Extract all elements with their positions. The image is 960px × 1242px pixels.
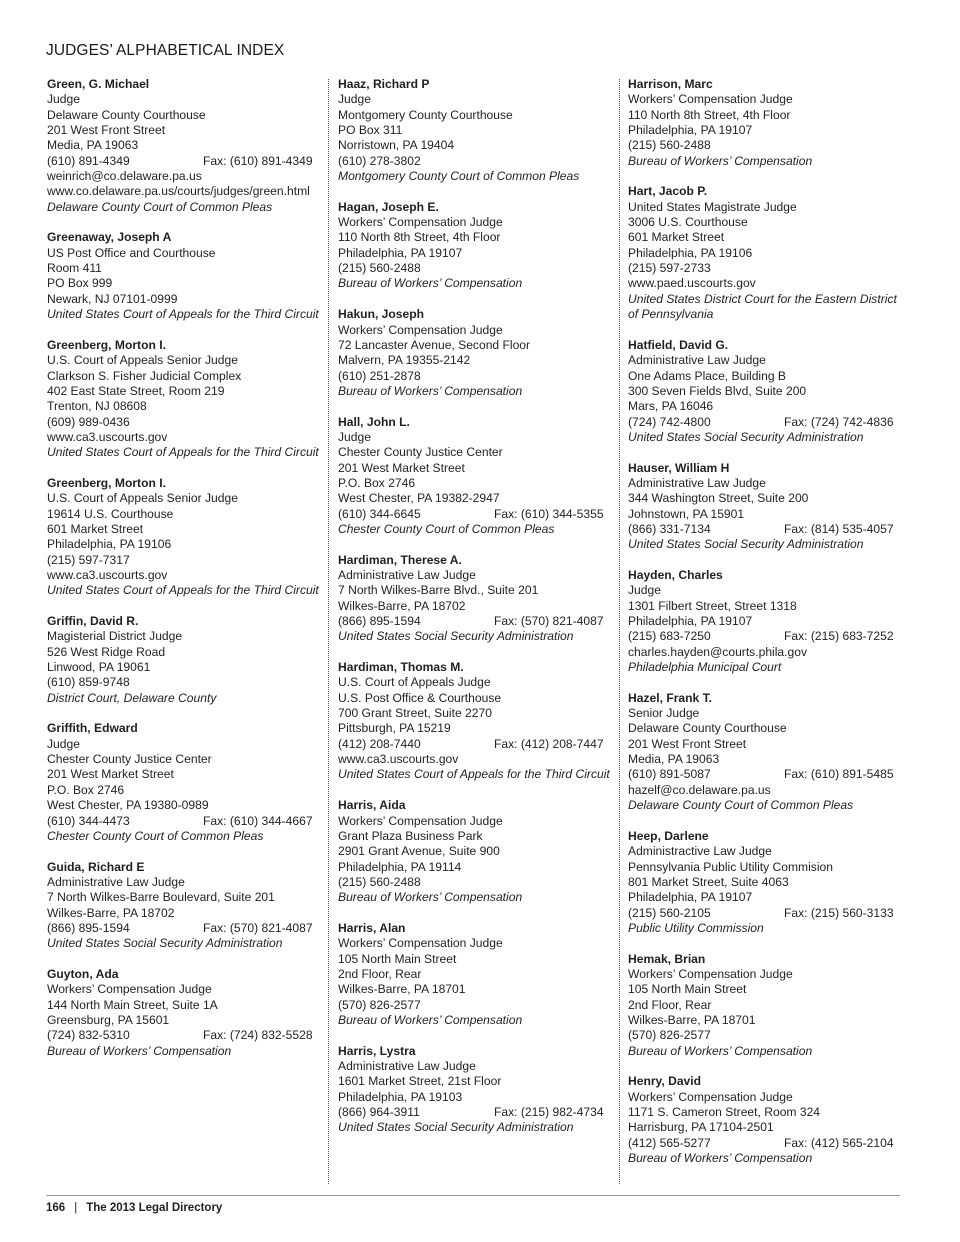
phone-number: (215) 597-2733 <box>628 261 711 276</box>
address-line: Philadelphia, PA 19106 <box>47 537 172 552</box>
court-name: Bureau of Workers’ Compensation <box>338 383 523 398</box>
phone-line <box>628 1028 900 1043</box>
footer-rule <box>46 1195 900 1196</box>
address-line: West Chester, PA 19382-2947 <box>338 491 500 506</box>
address-line: Administrative Law Judge <box>338 1059 476 1073</box>
judge-entry <box>338 660 610 783</box>
phone-line <box>47 553 319 568</box>
address-line: Newark, NJ 07101-0999 <box>47 291 178 306</box>
address-line: 601 Market Street <box>47 521 144 536</box>
judge-entry <box>628 568 900 675</box>
phone-line <box>47 1028 319 1043</box>
address-line: Media, PA 19063 <box>47 138 139 153</box>
court-name: Chester County Court of Common Pleas <box>338 521 555 536</box>
phone-number: (610) 859-9748 <box>47 675 130 690</box>
phone-number: (866) 331-7134 <box>628 521 711 536</box>
address-line: Clarkson S. Fisher Judicial Complex <box>47 368 242 383</box>
address-line: U.S. Court of Appeals Senior Judge <box>47 353 238 368</box>
court-name: Bureau of Workers’ Compensation <box>628 1043 813 1058</box>
judge-entry <box>47 614 319 706</box>
judge-entry <box>338 921 610 1028</box>
phone-line <box>628 906 900 921</box>
phone-number: (215) 560-2488 <box>628 138 711 153</box>
judge-name: Harris, Alan <box>338 920 406 935</box>
judge-entry <box>628 952 900 1059</box>
fax-number: Fax: (610) 344-5355 <box>494 506 604 521</box>
address-line: Administractive Law Judge <box>628 844 772 859</box>
address-line: Malvern, PA 19355-2142 <box>338 353 471 368</box>
address-line: 110 North 8th Street, 4th Floor <box>628 107 791 122</box>
phone-line <box>338 875 610 890</box>
judge-name: Harris, Lystra <box>338 1043 416 1058</box>
phone-number: (215) 560-2488 <box>338 261 421 276</box>
judge-name: Griffin, David R. <box>47 614 139 629</box>
phone-line <box>47 921 319 936</box>
phone-number: (610) 891-5087 <box>628 767 711 782</box>
court-name: Bureau of Workers’ Compensation <box>628 153 813 168</box>
address-line: Delaware County Courthouse <box>47 107 206 122</box>
address-line: 201 West Market Street <box>47 767 174 782</box>
publication-title: The 2013 Legal Directory <box>86 1202 223 1214</box>
address-line: Judge <box>47 92 80 107</box>
address-line: Philadelphia, PA 19107 <box>628 123 753 138</box>
address-line: Mars, PA 16046 <box>628 399 714 414</box>
page-title: JUDGES’ ALPHABETICAL INDEX <box>46 42 285 59</box>
phone-line <box>338 614 610 629</box>
judge-name: Hardiman, Therese A. <box>338 552 462 567</box>
judge-name: Hazel, Frank T. <box>628 690 713 705</box>
judge-name: Harris, Aida <box>338 798 406 813</box>
fax-number: Fax: (814) 535-4057 <box>784 521 894 536</box>
judge-name: Heep, Darlene <box>628 828 709 843</box>
address-line: 700 Grant Street, Suite 2270 <box>338 706 492 721</box>
directory-columns <box>0 77 960 1187</box>
judge-entry <box>628 184 900 322</box>
address-line: 201 West Front Street <box>628 736 747 751</box>
judge-name: Haaz, Richard P <box>338 77 430 91</box>
address-line: 201 West Market Street <box>338 460 465 475</box>
address-line: Workers’ Compensation Judge <box>628 1089 793 1104</box>
court-name: Bureau of Workers’ Compensation <box>47 1043 232 1058</box>
judge-name: Greenberg, Morton I. <box>47 337 166 352</box>
phone-number: (724) 742-4800 <box>628 414 711 429</box>
address-line: Room 411 <box>47 261 102 276</box>
address-line: Pittsburgh, PA 15219 <box>338 721 451 736</box>
judge-entry <box>47 77 319 215</box>
judge-entry <box>47 230 319 322</box>
fax-number: Fax: (215) 982-4734 <box>494 1105 604 1120</box>
fax-number: Fax: (610) 891-5485 <box>784 767 894 782</box>
address-line: PO Box 999 <box>47 276 113 291</box>
address-line: 801 Market Street, Suite 4063 <box>628 874 789 889</box>
judge-entry <box>338 200 610 292</box>
address-line: West Chester, PA 19380-0989 <box>47 798 209 813</box>
address-line: 1601 Market Street, 21st Floor <box>338 1074 502 1089</box>
judge-entry <box>338 553 610 645</box>
address-line: Administrative Law Judge <box>628 353 766 368</box>
address-line: P.O. Box 2746 <box>338 475 416 490</box>
address-line: One Adams Place, Building B <box>628 368 786 383</box>
phone-line <box>628 767 900 782</box>
court-name: Delaware County Court of Common Pleas <box>628 798 854 813</box>
judge-name: Hemak, Brian <box>628 951 706 966</box>
address-line: United States Magistrate Judge <box>628 199 797 214</box>
address-line: Judge <box>47 736 80 751</box>
court-name: United States Social Security Administration <box>338 629 574 644</box>
court-name: United States Court of Appeals for the Third Circuit <box>47 307 319 322</box>
judge-name: Hakun, Joseph <box>338 307 425 322</box>
judge-entry <box>47 860 319 952</box>
phone-line <box>47 154 319 169</box>
phone-line <box>338 737 610 752</box>
address-line: Montgomery County Courthouse <box>338 107 513 122</box>
address-line: Philadelphia, PA 19107 <box>628 614 753 629</box>
address-line: 7 North Wilkes-Barre Blvd., Suite 201 <box>338 583 539 598</box>
address-line: Philadelphia, PA 19114 <box>338 859 462 874</box>
contact-line: weinrich@co.delaware.pa.us <box>47 169 202 184</box>
phone-line <box>47 814 319 829</box>
phone-line <box>338 507 610 522</box>
phone-number: (609) 989-0436 <box>47 414 130 429</box>
address-line: 2nd Floor, Rear <box>628 997 712 1012</box>
address-line: Judge <box>338 429 371 444</box>
court-name: United States Court of Appeals for the Third Circuit <box>47 583 319 598</box>
court-name: Bureau of Workers’ Compensation <box>628 1151 813 1166</box>
phone-number: (724) 832-5310 <box>47 1028 130 1043</box>
judge-name: Hayden, Charles <box>628 568 723 582</box>
phone-number: (610) 251-2878 <box>338 368 421 383</box>
directory-column-2 <box>338 77 610 1151</box>
judge-name: Hall, John L. <box>338 414 410 429</box>
court-name: Bureau of Workers’ Compensation <box>338 276 523 291</box>
phone-number: (215) 560-2105 <box>628 905 711 920</box>
phone-number: (570) 826-2577 <box>338 997 421 1012</box>
fax-number: Fax: (570) 821-4087 <box>494 614 604 629</box>
fax-number: Fax: (570) 821-4087 <box>203 920 313 935</box>
address-line: 300 Seven Fields Blvd, Suite 200 <box>628 383 807 398</box>
address-line: 19614 U.S. Courthouse <box>47 506 174 521</box>
address-line: Greensburg, PA 15601 <box>47 1012 170 1027</box>
judge-entry <box>338 77 610 184</box>
phone-number: (610) 891-4349 <box>47 153 130 168</box>
address-line: Workers’ Compensation Judge <box>338 215 503 230</box>
judge-entry <box>47 721 319 844</box>
phone-number: (610) 344-6645 <box>338 506 421 521</box>
address-line: Media, PA 19063 <box>628 752 720 767</box>
judge-entry <box>338 798 610 905</box>
contact-line: www.ca3.uscourts.gov <box>47 429 168 444</box>
court-name: United States Social Security Administration <box>47 936 283 951</box>
address-line: 3006 U.S. Courthouse <box>628 215 748 230</box>
phone-line <box>338 154 610 169</box>
address-line: 144 North Main Street, Suite 1A <box>47 997 218 1012</box>
address-line: Administrative Law Judge <box>628 475 766 490</box>
address-line: 72 Lancaster Avenue, Second Floor <box>338 337 531 352</box>
judge-name: Hatfield, David G. <box>628 337 729 352</box>
fax-number: Fax: (610) 891-4349 <box>203 153 313 168</box>
address-line: P.O. Box 2746 <box>47 782 125 797</box>
address-line: Chester County Justice Center <box>338 445 503 460</box>
fax-number: Fax: (215) 683-7252 <box>784 629 894 644</box>
address-line: Magisterial District Judge <box>47 629 183 644</box>
court-name: District Court, Delaware County <box>47 690 217 705</box>
phone-number: (866) 895-1594 <box>338 614 421 629</box>
address-line: Administrative Law Judge <box>338 568 476 582</box>
contact-line: www.ca3.uscourts.gov <box>47 568 168 582</box>
phone-line <box>628 1136 900 1151</box>
judge-name: Hagan, Joseph E. <box>338 199 439 214</box>
address-line: 110 North 8th Street, 4th Floor <box>338 230 501 245</box>
court-name: Philadelphia Municipal Court <box>628 660 782 675</box>
footer-separator: | <box>74 1202 78 1214</box>
address-line: 105 North Main Street <box>338 951 457 966</box>
address-line: 1301 Filbert Street, Street 1318 <box>628 598 797 613</box>
address-line: U.S. Court of Appeals Senior Judge <box>47 491 238 506</box>
phone-number: (412) 208-7440 <box>338 736 421 751</box>
judge-entry <box>338 307 610 399</box>
fax-number: Fax: (610) 344-4667 <box>203 813 313 828</box>
fax-number: Fax: (724) 832-5528 <box>203 1028 313 1043</box>
address-line: 601 Market Street <box>628 230 725 245</box>
address-line: 105 North Main Street <box>628 982 747 997</box>
contact-line: www.paed.uscourts.gov <box>628 276 756 291</box>
phone-number: (215) 683-7250 <box>628 629 711 644</box>
address-line: U.S. Court of Appeals Judge <box>338 675 491 690</box>
court-name: United States Social Security Administration <box>338 1120 574 1135</box>
phone-line <box>338 369 610 384</box>
phone-line <box>338 261 610 276</box>
address-line: 526 West Ridge Road <box>47 644 166 659</box>
address-line: Philadelphia, PA 19107 <box>628 890 753 905</box>
address-line: Judge <box>628 583 661 598</box>
address-line: US Post Office and Courthouse <box>47 245 216 260</box>
address-line: Philadelphia, PA 19107 <box>338 245 463 260</box>
phone-number: (866) 895-1594 <box>47 920 130 935</box>
judge-name: Guyton, Ada <box>47 966 119 981</box>
judge-entry <box>338 415 610 538</box>
address-line: Johnstown, PA 15901 <box>628 506 745 521</box>
judge-entry <box>628 461 900 553</box>
fax-number: Fax: (724) 742-4836 <box>784 414 894 429</box>
court-name: United States Court of Appeals for the Third Circuit <box>47 445 319 460</box>
directory-column-3 <box>628 77 900 1182</box>
judge-name: Harrison, Marc <box>628 77 713 91</box>
phone-number: (570) 826-2577 <box>628 1028 711 1043</box>
judge-entry <box>628 1074 900 1166</box>
judge-name: Henry, David <box>628 1074 702 1089</box>
judge-name: Greenaway, Joseph A <box>47 230 172 245</box>
address-line: 1171 S. Cameron Street, Room 324 <box>628 1105 821 1120</box>
contact-line: hazelf@co.delaware.pa.us <box>628 782 771 797</box>
judge-entry <box>338 1044 610 1136</box>
judge-name: Hart, Jacob P. <box>628 184 708 199</box>
phone-line <box>47 675 319 690</box>
phone-line <box>628 138 900 153</box>
phone-number: (215) 560-2488 <box>338 874 421 889</box>
address-line: Philadelphia, PA 19106 <box>628 245 753 260</box>
address-line: 402 East State Street, Room 219 <box>47 383 225 398</box>
address-line: Philadelphia, PA 19103 <box>338 1089 463 1104</box>
court-name: United States Social Security Administration <box>628 429 864 444</box>
address-line: 344 Washington Street, Suite 200 <box>628 491 809 506</box>
judge-name: Griffith, Edward <box>47 721 138 736</box>
address-line: Wilkes-Barre, PA 18702 <box>47 905 175 920</box>
address-line: Workers’ Compensation Judge <box>628 92 793 107</box>
phone-line <box>628 629 900 644</box>
court-name: Chester County Court of Common Pleas <box>47 828 264 843</box>
court-name: United States Court of Appeals for the Third Circuit <box>338 767 610 782</box>
fax-number: Fax: (215) 560-3133 <box>784 905 894 920</box>
address-line: Delaware County Courthouse <box>628 721 787 736</box>
judge-entry <box>628 338 900 445</box>
address-line: 2901 Grant Avenue, Suite 900 <box>338 844 500 859</box>
address-line: Judge <box>338 92 371 107</box>
address-line: Workers’ Compensation Judge <box>47 982 212 997</box>
phone-line <box>47 415 319 430</box>
judge-entry <box>47 338 319 461</box>
court-name: Montgomery County Court of Common Pleas <box>338 169 580 184</box>
phone-line <box>628 522 900 537</box>
address-line: Trenton, NJ 08608 <box>47 399 147 414</box>
judge-entry <box>628 77 900 169</box>
court-name: Bureau of Workers’ Compensation <box>338 1012 523 1027</box>
phone-number: (866) 964-3911 <box>338 1105 420 1120</box>
page-number: 166 <box>46 1202 66 1214</box>
address-line: Wilkes-Barre, PA 18701 <box>338 982 466 997</box>
judge-entry <box>628 691 900 814</box>
phone-line <box>338 998 610 1013</box>
phone-number: (215) 597-7317 <box>47 552 130 567</box>
address-line: U.S. Post Office & Courthouse <box>338 690 502 705</box>
address-line: Workers’ Compensation Judge <box>628 966 793 981</box>
judge-name: Hardiman, Thomas M. <box>338 660 464 675</box>
address-line: Wilkes-Barre, PA 18701 <box>628 1012 756 1027</box>
page-footer <box>46 1202 222 1214</box>
address-line: Workers’ Compensation Judge <box>338 936 503 951</box>
judge-name: Hauser, William H <box>628 460 730 475</box>
phone-line <box>338 1105 610 1120</box>
court-name: Delaware County Court of Common Pleas <box>47 199 273 214</box>
court-name: United States Social Security Administration <box>628 537 864 552</box>
judge-entry <box>47 476 319 599</box>
court-name: Public Utility Commission <box>628 920 764 935</box>
judge-name: Guida, Richard E <box>47 859 145 874</box>
address-line: Grant Plaza Business Park <box>338 828 483 843</box>
court-name: United States District Court for the Eastern District of Pennsylvania <box>628 291 897 322</box>
address-line: 7 North Wilkes-Barre Boulevard, Suite 201 <box>47 890 275 905</box>
address-line: Chester County Justice Center <box>47 752 212 767</box>
address-line: Workers’ Compensation Judge <box>338 322 503 337</box>
judge-entry <box>628 829 900 936</box>
address-line: Harrisburg, PA 17104-2501 <box>628 1120 774 1135</box>
directory-column-1 <box>47 77 319 1074</box>
contact-line: www.co.delaware.pa.us/courts/judges/green.html <box>47 184 310 199</box>
fax-number: Fax: (412) 565-2104 <box>784 1135 894 1150</box>
fax-number: Fax: (412) 208-7447 <box>494 736 604 751</box>
address-line: Senior Judge <box>628 706 700 721</box>
address-line: Workers’ Compensation Judge <box>338 813 503 828</box>
phone-number: (610) 344-4473 <box>47 813 130 828</box>
address-line: 2nd Floor, Rear <box>338 966 422 981</box>
court-name: Bureau of Workers’ Compensation <box>338 890 523 905</box>
contact-line: charles.hayden@courts.phila.gov <box>628 644 808 659</box>
judge-name: Green, G. Michael <box>47 77 150 91</box>
address-line: Pennsylvania Public Utility Commision <box>628 859 833 874</box>
phone-number: (610) 278-3802 <box>338 153 421 168</box>
judge-name: Greenberg, Morton I. <box>47 475 166 490</box>
address-line: 201 West Front Street <box>47 123 166 138</box>
judge-entry <box>47 967 319 1059</box>
phone-line <box>628 261 900 276</box>
address-line: Linwood, PA 19061 <box>47 660 151 675</box>
address-line: Wilkes-Barre, PA 18702 <box>338 598 466 613</box>
phone-line <box>628 415 900 430</box>
contact-line: www.ca3.uscourts.gov <box>338 752 459 767</box>
phone-number: (412) 565-5277 <box>628 1135 711 1150</box>
address-line: Administrative Law Judge <box>47 874 185 889</box>
address-line: Norristown, PA 19404 <box>338 138 455 153</box>
address-line: PO Box 311 <box>338 123 403 138</box>
